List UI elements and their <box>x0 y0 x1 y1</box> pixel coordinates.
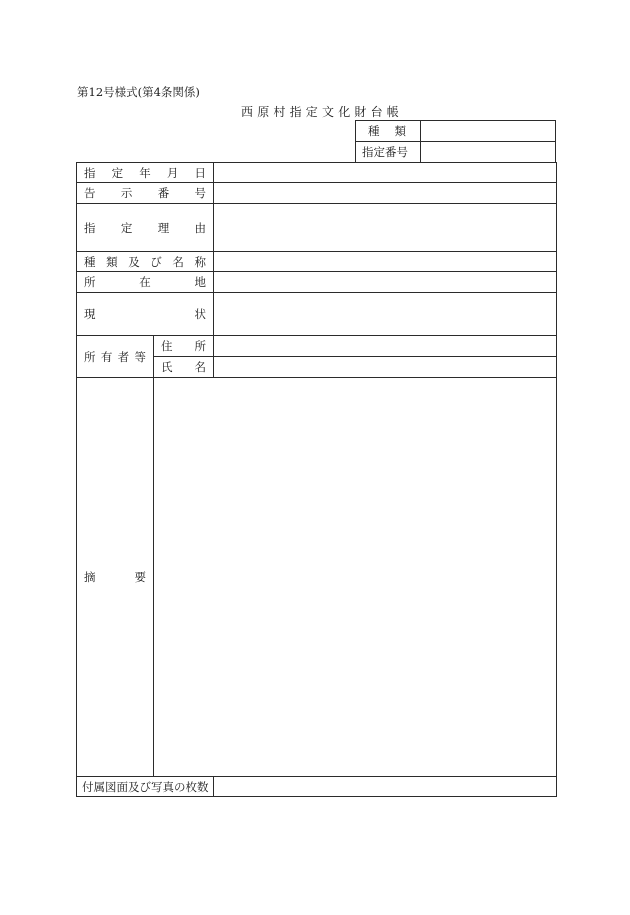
type-number-table <box>355 120 556 163</box>
type-value[interactable] <box>421 121 556 142</box>
current-state-value[interactable] <box>214 293 557 336</box>
owner-address-label: 住 所 <box>154 336 214 357</box>
owner-name-value[interactable] <box>214 357 557 378</box>
attachments-label: 付属図面及び写真の枚数 <box>77 777 214 797</box>
designation-date-label: 指 定 年 月 日 <box>77 163 214 183</box>
designation-number-value[interactable] <box>421 142 556 163</box>
type-and-name-value[interactable] <box>214 252 557 272</box>
owner-address-value[interactable] <box>214 336 557 357</box>
designation-reason-label: 指 定 理 由 <box>77 204 214 252</box>
current-state-label: 現 状 <box>77 293 214 336</box>
location-value[interactable] <box>214 272 557 293</box>
designation-reason-value[interactable] <box>214 204 557 252</box>
owner-name-label: 氏 名 <box>154 357 214 378</box>
notice-number-value[interactable] <box>214 183 557 204</box>
ledger-title: 西原村指定文化財台帳 <box>241 105 404 119</box>
location-label: 所 在 地 <box>77 272 214 293</box>
summary-label: 摘 要 <box>77 378 154 777</box>
form-number: 第12号様式(第4条関係) <box>77 85 200 99</box>
type-and-name-label: 種 類 及 び 名 称 <box>77 252 214 272</box>
designation-date-value[interactable] <box>214 163 557 183</box>
attachments-value[interactable] <box>214 777 557 797</box>
summary-value[interactable] <box>154 378 557 777</box>
owner-label: 所 有 者 等 <box>77 336 154 378</box>
designation-number-label: 指定番号 <box>356 142 421 163</box>
notice-number-label: 告 示 番 号 <box>77 183 214 204</box>
type-label: 種 類 <box>356 121 421 142</box>
ledger-table <box>76 162 557 797</box>
